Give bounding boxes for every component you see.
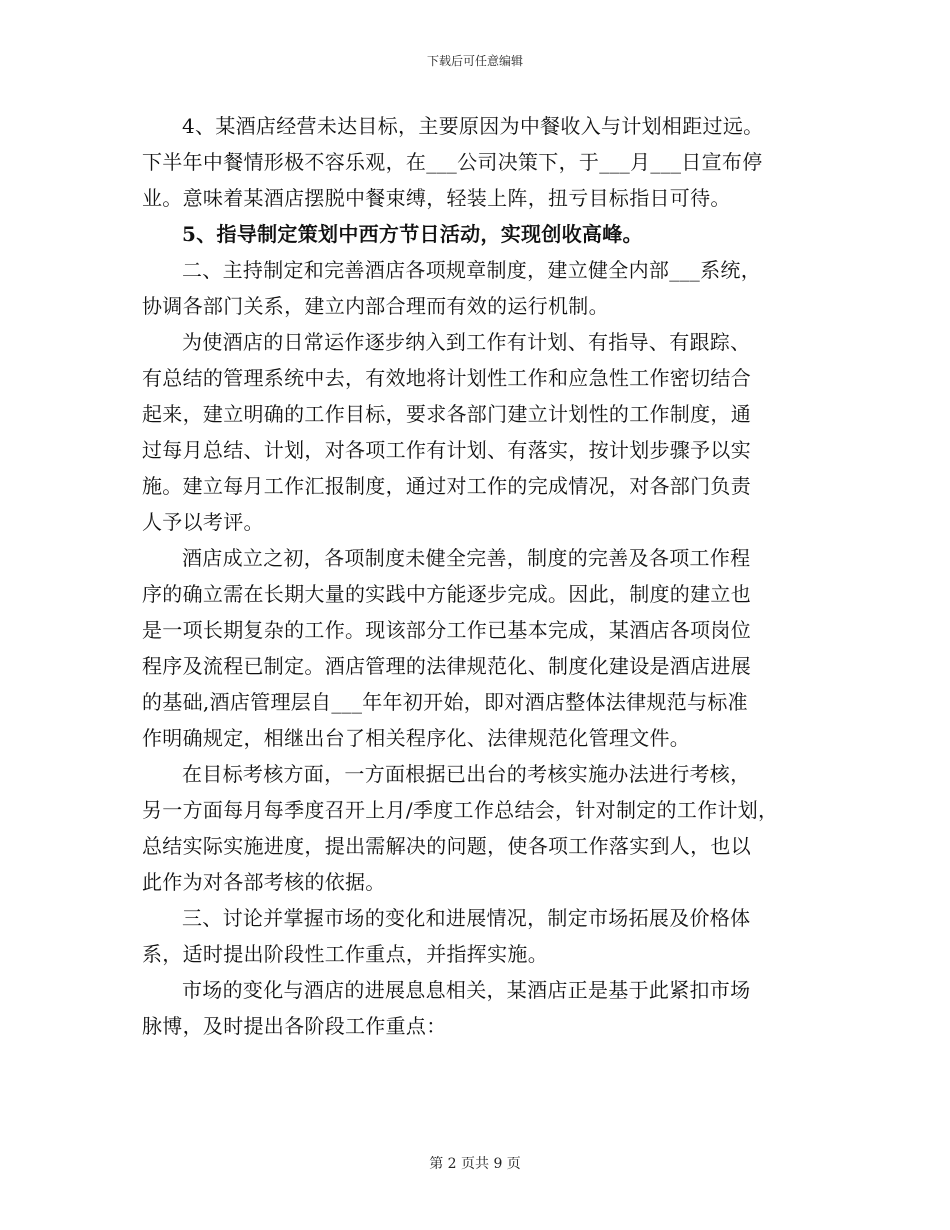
text-line: 程序及流程已制定。酒店管理的法律规范化、制度化建设是酒店进展	[142, 654, 751, 678]
text-line: 序的确立需在长期大量的实践中方能逐步完成。因此，制度的建立也	[142, 582, 751, 606]
text-line: 的基础,酒店管理层自___年年初开始，即对酒店整体法律规范与标准	[142, 690, 748, 714]
text-line: 二、主持制定和完善酒店各项规章制度，建立健全内部___系统，	[182, 258, 761, 282]
text-line: 市场的变化与酒店的进展息息相关，某酒店正是基于此紧扣市场	[182, 978, 751, 1002]
text-line: 作明确规定，相继出台了相关程序化、法律规范化管理文件。	[142, 726, 691, 750]
text-line: 起来，建立明确的工作目标，要求各部门建立计划性的工作制度，通	[142, 402, 751, 426]
page-header: 下载后可任意编辑	[426, 54, 523, 68]
text-line: 下半年中餐情形极不容乐观，在___公司决策下，于___月___日宣布停	[142, 150, 763, 174]
document-body	[142, 108, 812, 1044]
body-paragraph	[142, 900, 812, 972]
bold-heading-paragraph	[142, 216, 812, 252]
text-line: 三、讨论并掌握市场的变化和进展情况，制定市场拓展及价格体	[182, 906, 751, 930]
text-line: 5、指导制定策划中西方节日活动，实现创收高峰。	[182, 222, 643, 246]
text-line: 酒店成立之初，各项制度未健全完善，制度的完善及各项工作程	[182, 546, 751, 570]
text-line: 施。建立每月工作汇报制度，通过对工作的完成情况，对各部门负责	[142, 474, 751, 498]
text-line: 总结实际实施进度，提出需解决的问题，使各项工作落实到人，也以	[142, 834, 751, 858]
text-line: 人予以考评。	[142, 510, 264, 534]
text-line: 系，适时提出阶段性工作重点，并指挥实施。	[142, 942, 548, 966]
body-paragraph	[142, 252, 812, 324]
text-line: 在目标考核方面，一方面根据已出台的考核实施办法进行考核，	[182, 762, 751, 786]
text-line: 为使酒店的日常运作逐步纳入到工作有计划、有指导、有跟踪、	[182, 330, 751, 354]
text-line: 协调各部门关系，建立内部合理而有效的运行机制。	[142, 294, 609, 318]
text-line: 业。意味着某酒店摆脱中餐束缚，轻装上阵，扭亏目标指日可待。	[142, 186, 731, 210]
body-paragraph	[142, 540, 812, 756]
body-paragraph	[142, 108, 812, 216]
body-paragraph	[142, 972, 812, 1044]
text-line: 有总结的管理系统中去，有效地将计划性工作和应急性工作密切结合	[142, 366, 751, 390]
text-line: 过每月总结、计划，对各项工作有计划、有落实，按计划步骤予以实	[142, 438, 751, 462]
text-line: 4、某酒店经营未达目标，主要原因为中餐收入与计划相距过远。	[182, 114, 764, 138]
body-paragraph	[142, 324, 812, 540]
body-paragraph	[142, 756, 812, 900]
text-line: 是一项长期复杂的工作。现该部分工作已基本完成，某酒店各项岗位	[142, 618, 751, 642]
text-line: 另一方面每月每季度召开上月/季度工作总结会，针对制定的工作计划，	[142, 798, 779, 822]
text-line: 脉博，及时提出各阶段工作重点：	[142, 1014, 447, 1038]
text-line: 此作为对各部考核的依据。	[142, 870, 386, 894]
page-footer: 第 2 页共 9 页	[429, 1156, 521, 1172]
